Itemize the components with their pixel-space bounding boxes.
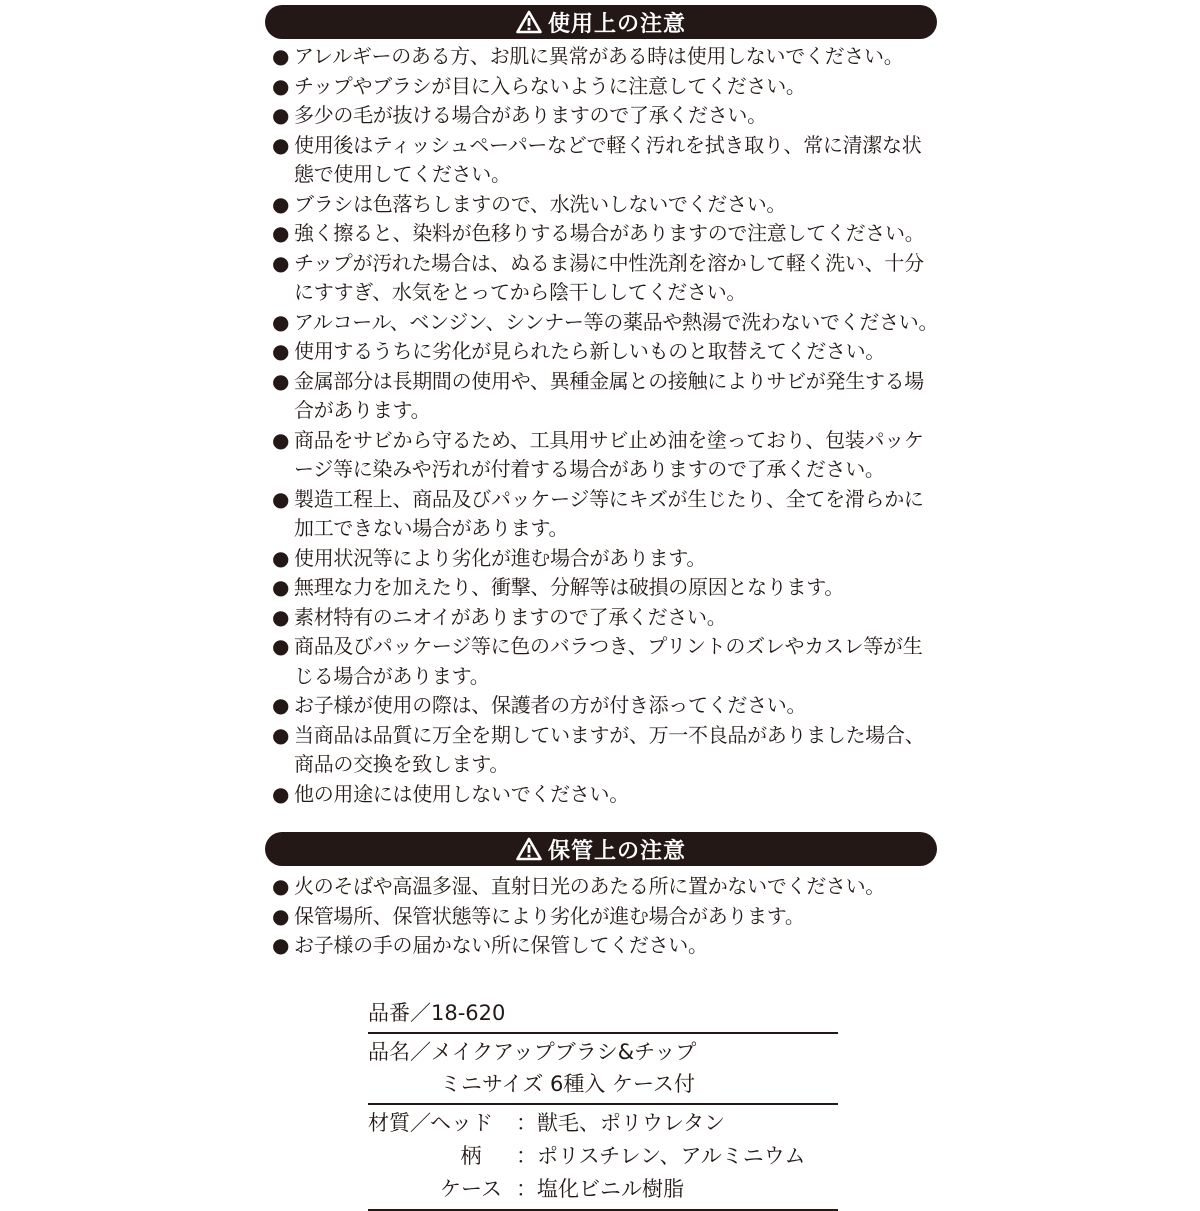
bullet-icon: ● — [272, 933, 290, 957]
material-value-case: ：塩化ビニル樹脂 — [516, 1177, 684, 1201]
usage-note-item: ● 他の用途には使用しないでください。 — [272, 780, 940, 810]
bullet-icon: ● — [272, 903, 290, 928]
item-number-label: 品番／ — [368, 1001, 431, 1025]
bullet-icon: ● — [272, 309, 290, 334]
usage-note-item: ● 当商品は品質に万全を期していますが、万一不良品がありました場合、商品の交換を致します。 — [272, 721, 940, 780]
storage-notes-title: 保管上の注意 — [547, 838, 686, 864]
usage-note-item: ● 多少の毛が抜ける場合がありますので了承ください。 — [272, 101, 940, 131]
bullet-icon: ● — [272, 545, 290, 570]
usage-note-item: ● チップやブラシが目に入らないように注意してください。 — [272, 72, 940, 102]
bullet-icon: ● — [272, 44, 290, 68]
usage-notes-list — [272, 42, 940, 809]
bullet-icon: ● — [272, 339, 290, 363]
material-part-head: ヘッド — [430, 1111, 493, 1135]
bullet-icon: ● — [272, 575, 290, 599]
usage-note-item: ● 商品及びパッケージ等に色のバラつき、プリントのズレやカスレ等が生じる場合があります。 — [272, 632, 940, 691]
usage-note-item: ● 素材特有のニオイがありますので了承ください。 — [272, 603, 940, 633]
usage-note-item: ● 金属部分は長期間の使用や、異種金属との接触によりサビが発生する場合があります。 — [272, 367, 940, 426]
spec-row-item-number — [368, 995, 838, 1034]
usage-note-item: ● 強く擦ると、染料が色移りする場合がありますので注意してください。 — [272, 219, 940, 249]
bullet-icon: ● — [272, 874, 290, 898]
bullet-icon: ● — [272, 103, 290, 127]
bullet-icon: ● — [272, 427, 290, 452]
product-spec-table — [368, 995, 838, 1211]
product-name-line2: ミニサイズ 6種入 ケース付 — [440, 1072, 695, 1096]
usage-note-item: ● 使用するうちに劣化が見られたら新しいものと取替えてください。 — [272, 337, 940, 367]
usage-note-item: ● ブラシは色落ちしますので、水洗いしないでください。 — [272, 190, 940, 220]
bullet-icon: ● — [272, 486, 290, 511]
bullet-icon: ● — [272, 781, 290, 806]
bullet-icon: ● — [272, 604, 290, 629]
usage-note-item: ● お子様が使用の際は、保護者の方が付き添ってください。 — [272, 691, 940, 721]
usage-note-item: ● 使用後はティッシュペーパーなどで軽く汚れを拭き取り、常に清潔な状態で使用してください。 — [272, 131, 940, 190]
product-name-label: 品名／ — [368, 1040, 431, 1064]
usage-note-item: ● チップが汚れた場合は、ぬるま湯に中性洗剤を溶かして軽く洗い、十分にすすぎ、水気をとってから陰干ししてください。 — [272, 249, 940, 308]
bullet-icon: ● — [272, 250, 290, 275]
warning-triangle-icon — [516, 837, 542, 861]
bullet-icon: ● — [272, 368, 290, 393]
usage-note-item: ● 使用状況等により劣化が進む場合があります。 — [272, 544, 940, 574]
storage-note-item: ● 保管場所、保管状態等により劣化が進む場合があります。 — [272, 902, 940, 932]
material-value-head: ：獣毛、ポリウレタン — [516, 1111, 726, 1135]
storage-notes-banner — [265, 832, 937, 866]
bullet-icon: ● — [272, 722, 290, 747]
bullet-icon: ● — [272, 73, 290, 98]
storage-note-item: ● お子様の手の届かない所に保管してください。 — [272, 931, 940, 961]
storage-notes-list — [272, 872, 940, 961]
bullet-icon: ● — [272, 693, 290, 717]
bullet-icon: ● — [272, 221, 290, 245]
material-value-handle: ：ポリスチレン、アルミニウム — [516, 1144, 806, 1168]
storage-note-item: ● 火のそばや高温多湿、直射日光のあたる所に置かないでください。 — [272, 872, 940, 902]
usage-note-item: ● 商品をサビから守るため、工具用サビ止め油を塗っており、包装パッケージ等に染みや汚れが付着する場合がありますので了承ください。 — [272, 426, 940, 485]
product-name-line1: メイクアップブラシ&チップ — [431, 1040, 697, 1064]
warning-triangle-icon — [516, 10, 542, 34]
usage-notes-banner — [265, 5, 937, 39]
usage-note-item: ● アルコール、ベンジン、シンナー等の薬品や熱湯で洗わないでください。 — [272, 308, 940, 338]
spec-row-product-name — [368, 1034, 838, 1105]
bullet-icon: ● — [272, 191, 290, 216]
bullet-icon: ● — [272, 132, 290, 157]
usage-note-item: ● アレルギーのある方、お肌に異常がある時は使用しないでください。 — [272, 42, 940, 72]
usage-note-item: ● 無理な力を加えたり、衝撃、分解等は破損の原因となります。 — [272, 573, 940, 603]
material-label: 材質／ — [368, 1111, 431, 1135]
usage-note-item: ● 製造工程上、商品及びパッケージ等にキズが生じたり、全てを滑らかに加工できない場合があります。 — [272, 485, 940, 544]
material-part-case: ケース — [440, 1177, 502, 1201]
usage-notes-title: 使用上の注意 — [547, 11, 686, 37]
item-number-value: 18-620 — [431, 1001, 506, 1025]
material-part-handle: 柄 — [460, 1144, 482, 1168]
bullet-icon: ● — [272, 634, 290, 658]
spec-row-material — [368, 1105, 838, 1211]
